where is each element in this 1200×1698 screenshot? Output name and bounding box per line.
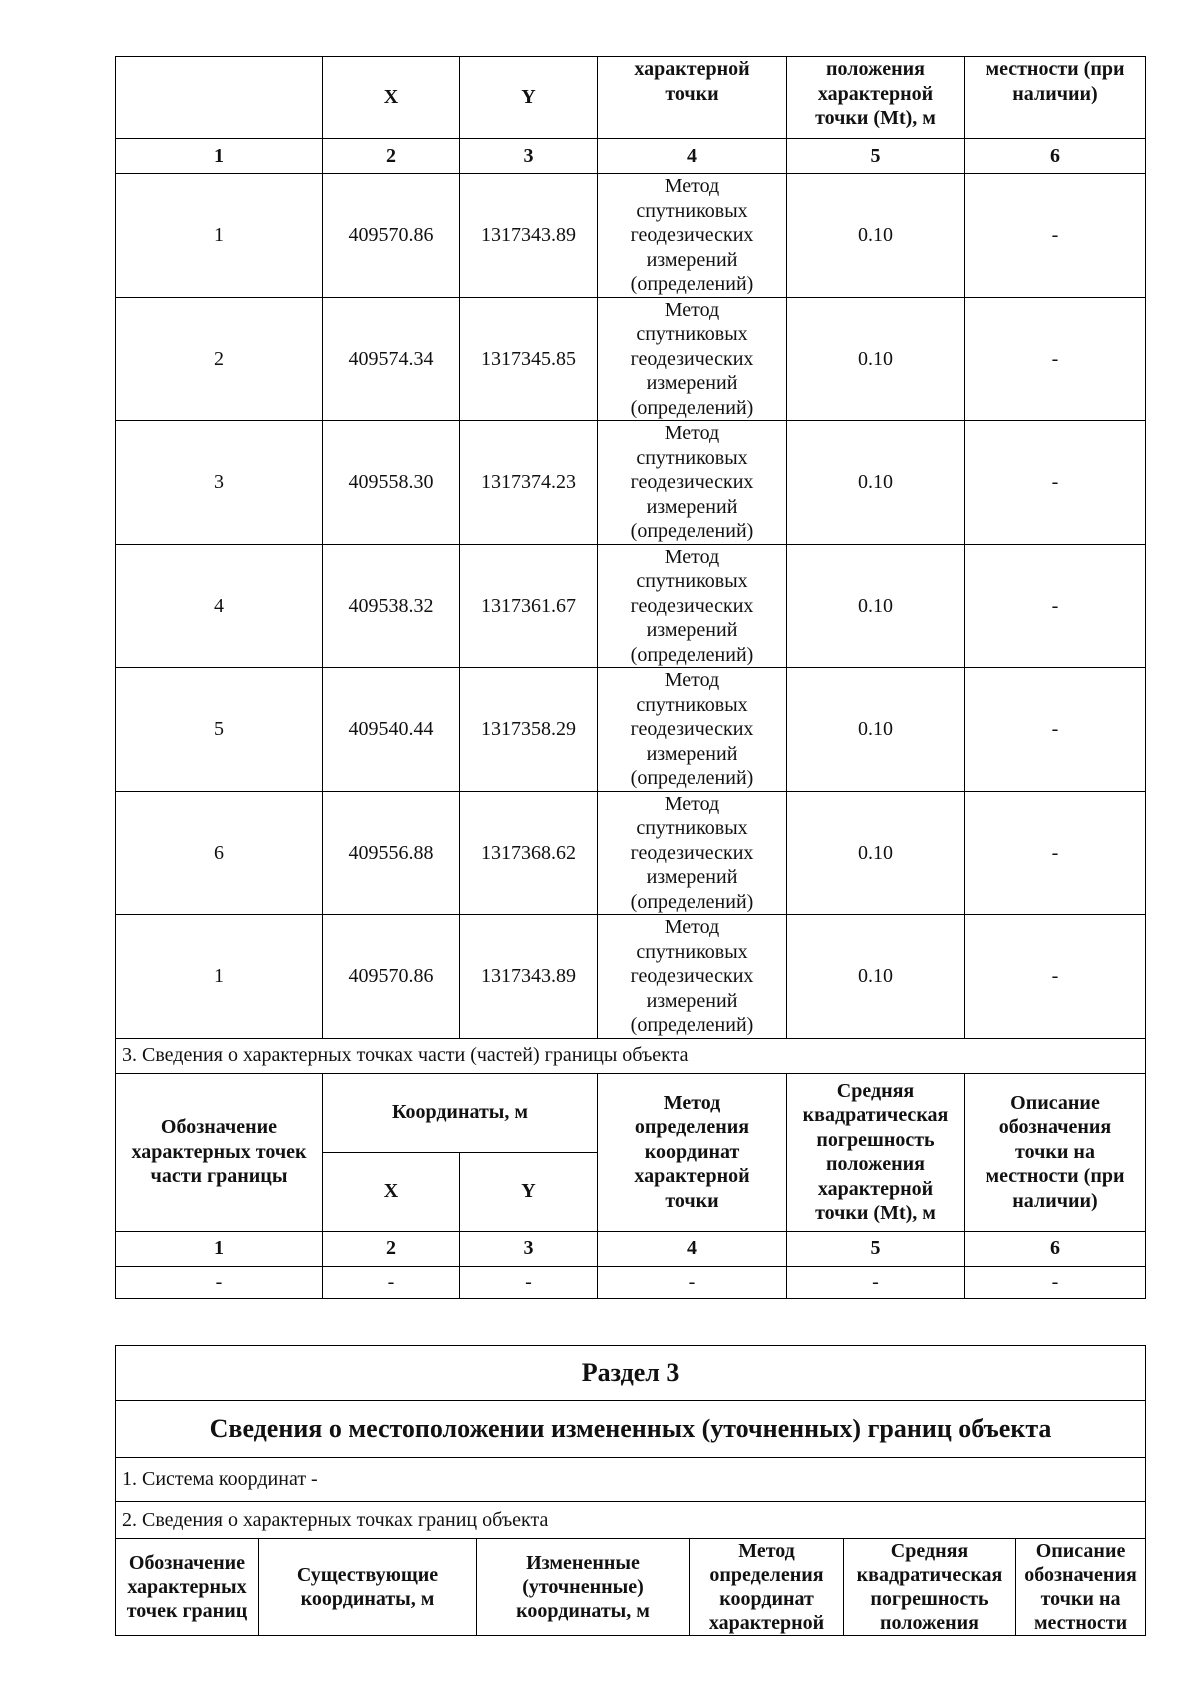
y-cell: 1317368.62 <box>460 791 598 915</box>
x-cell: 409570.86 <box>323 915 460 1039</box>
table-row <box>116 297 1146 421</box>
column-number: 5 <box>787 139 965 174</box>
table-row <box>116 174 1146 298</box>
header-cell-method: характерной точки <box>598 57 787 139</box>
part-header-x: X <box>323 1152 460 1231</box>
header-cell-description: местности (при наличии) <box>965 57 1146 139</box>
column-number: 5 <box>787 1231 965 1266</box>
empty-cell: - <box>323 1266 460 1298</box>
part-header-description: Описание обозначения точки на местности (при наличии) <box>965 1073 1146 1231</box>
empty-cell: - <box>116 1266 323 1298</box>
x-cell: 409558.30 <box>323 421 460 545</box>
part-header-method: Метод определения координат характерной точки <box>598 1073 787 1231</box>
method-cell: Метод спутниковых геодезических измерений (определений) <box>598 421 787 545</box>
part-header-designation: Обозначение характерных точек части границы <box>116 1073 323 1231</box>
header-cell-description: Описание обозначения точки на местности <box>1016 1539 1146 1636</box>
part-header-row <box>116 1073 1146 1152</box>
column-number: 2 <box>323 1231 460 1266</box>
method-cell: Метод спутниковых геодезических измерений (определений) <box>598 297 787 421</box>
point-cell: 3 <box>116 421 323 545</box>
header-cell-method: Метод определения координат характерной <box>690 1539 844 1636</box>
table-row <box>116 915 1146 1039</box>
table-row <box>116 668 1146 792</box>
boundary-points-table <box>115 56 1146 1299</box>
column-number: 3 <box>460 1231 598 1266</box>
part-header-coordinates: Координаты, м <box>323 1073 598 1152</box>
y-cell: 1317343.89 <box>460 915 598 1039</box>
table-row <box>116 544 1146 668</box>
column-number: 4 <box>598 139 787 174</box>
coord-system: 1. Система координат - <box>116 1458 1146 1502</box>
header-cell-designation: Обозначение характерных точек границ <box>116 1539 259 1636</box>
point-cell: 4 <box>116 544 323 668</box>
error-cell: 0.10 <box>787 421 965 545</box>
empty-cell: - <box>598 1266 787 1298</box>
point-cell: 2 <box>116 297 323 421</box>
method-cell: Метод спутниковых геодезических измерений (определений) <box>598 668 787 792</box>
header-cell-y: Y <box>460 57 598 139</box>
error-cell: 0.10 <box>787 297 965 421</box>
section-3-table <box>115 1345 1146 1636</box>
error-cell: 0.10 <box>787 544 965 668</box>
error-cell: 0.10 <box>787 791 965 915</box>
error-cell: 0.10 <box>787 668 965 792</box>
x-cell: 409570.86 <box>323 174 460 298</box>
y-cell: 1317374.23 <box>460 421 598 545</box>
part-empty-row <box>116 1266 1146 1298</box>
y-cell: 1317345.85 <box>460 297 598 421</box>
description-cell: - <box>965 421 1146 545</box>
part-column-numbers-row <box>116 1231 1146 1266</box>
table-row <box>116 791 1146 915</box>
header-cell-error: Средняя квадратическая погрешность положения <box>844 1539 1016 1636</box>
description-cell: - <box>965 668 1146 792</box>
part-header-error: Средняя квадратическая погрешность положения характерной точки (Mt), м <box>787 1073 965 1231</box>
point-cell: 6 <box>116 791 323 915</box>
x-cell: 409556.88 <box>323 791 460 915</box>
header-cell-x: X <box>323 57 460 139</box>
column-number: 1 <box>116 1231 323 1266</box>
description-cell: - <box>965 544 1146 668</box>
section-subtitle-row <box>116 1401 1146 1458</box>
column-number: 6 <box>965 1231 1146 1266</box>
header-cell-designation <box>116 57 323 139</box>
points-note-row <box>116 1502 1146 1539</box>
section-3-header-row <box>116 1539 1146 1636</box>
x-cell: 409540.44 <box>323 668 460 792</box>
section-title: Раздел 3 <box>116 1346 1146 1401</box>
section-note-row <box>116 1038 1146 1073</box>
coord-system-row <box>116 1458 1146 1502</box>
y-cell: 1317358.29 <box>460 668 598 792</box>
column-number: 6 <box>965 139 1146 174</box>
column-number: 3 <box>460 139 598 174</box>
error-cell: 0.10 <box>787 174 965 298</box>
y-cell: 1317361.67 <box>460 544 598 668</box>
table-header-row <box>116 57 1146 139</box>
description-cell: - <box>965 297 1146 421</box>
empty-cell: - <box>965 1266 1146 1298</box>
description-cell: - <box>965 791 1146 915</box>
x-cell: 409538.32 <box>323 544 460 668</box>
method-cell: Метод спутниковых геодезических измерений (определений) <box>598 544 787 668</box>
empty-cell: - <box>460 1266 598 1298</box>
point-cell: 5 <box>116 668 323 792</box>
column-number: 1 <box>116 139 323 174</box>
column-number: 2 <box>323 139 460 174</box>
header-cell-changed: Измененные (уточненные) координаты, м <box>477 1539 690 1636</box>
header-cell-existing: Существующие координаты, м <box>259 1539 477 1636</box>
empty-cell: - <box>787 1266 965 1298</box>
section-note: 3. Сведения о характерных точках части (частей) границы объекта <box>116 1038 1146 1073</box>
description-cell: - <box>965 174 1146 298</box>
table-row <box>116 421 1146 545</box>
part-header-y: Y <box>460 1152 598 1231</box>
section-subtitle: Сведения о местоположении измененных (уточненных) границ объекта <box>116 1401 1146 1458</box>
y-cell: 1317343.89 <box>460 174 598 298</box>
point-cell: 1 <box>116 174 323 298</box>
section-title-row <box>116 1346 1146 1401</box>
header-cell-error: положения характерной точки (Mt), м <box>787 57 965 139</box>
column-numbers-row <box>116 139 1146 174</box>
point-cell: 1 <box>116 915 323 1039</box>
error-cell: 0.10 <box>787 915 965 1039</box>
method-cell: Метод спутниковых геодезических измерений (определений) <box>598 174 787 298</box>
column-number: 4 <box>598 1231 787 1266</box>
description-cell: - <box>965 915 1146 1039</box>
x-cell: 409574.34 <box>323 297 460 421</box>
points-note: 2. Сведения о характерных точках границ объекта <box>116 1502 1146 1539</box>
method-cell: Метод спутниковых геодезических измерений (определений) <box>598 791 787 915</box>
method-cell: Метод спутниковых геодезических измерений (определений) <box>598 915 787 1039</box>
